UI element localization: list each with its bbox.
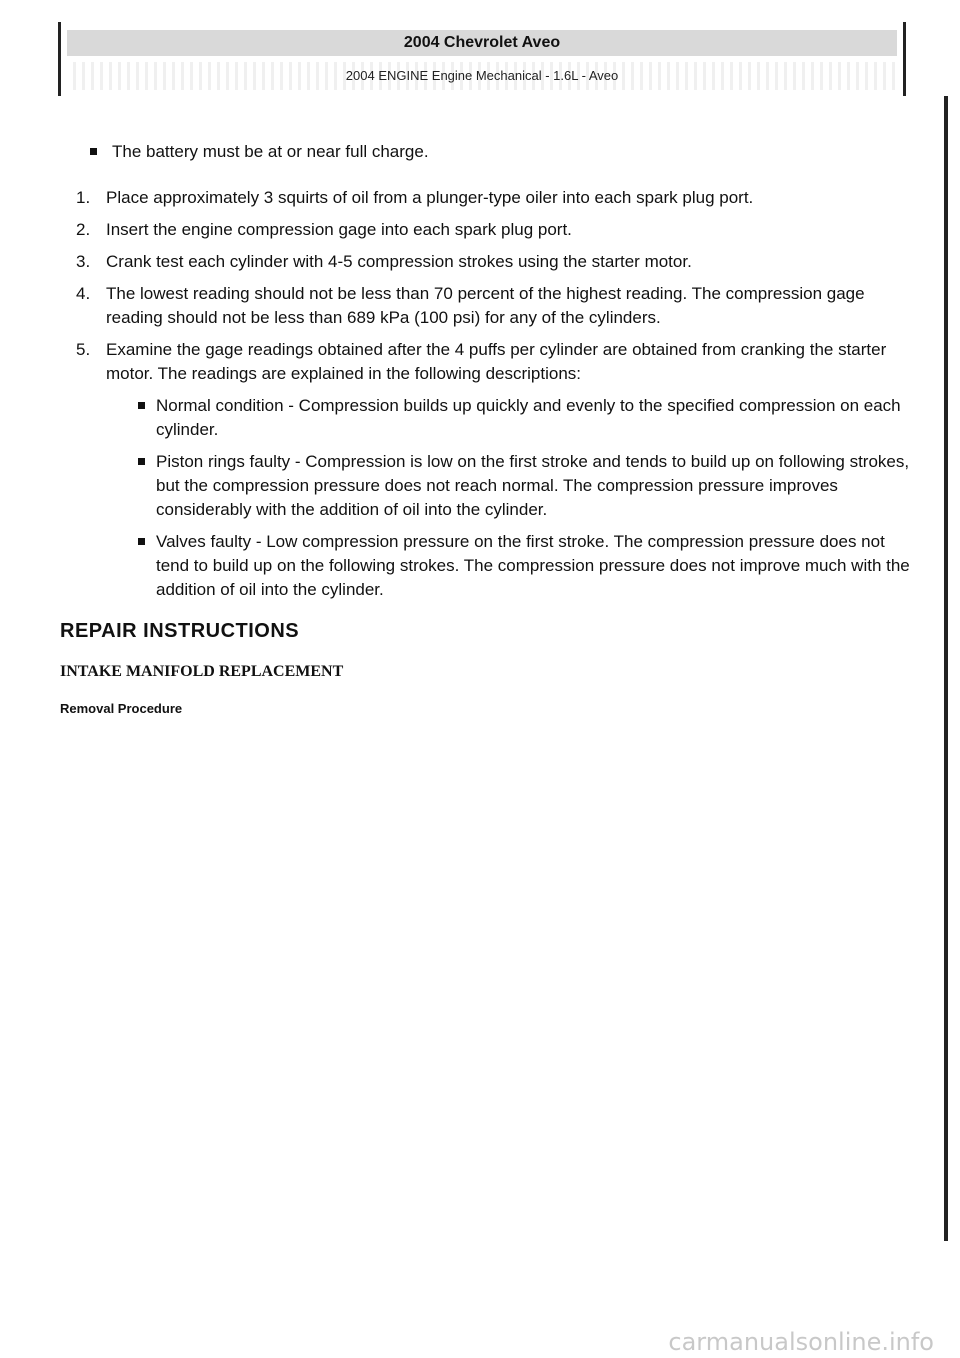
square-bullet-icon bbox=[138, 458, 145, 465]
page-header bbox=[58, 22, 906, 96]
precondition-text: The battery must be at or near full charge. bbox=[112, 142, 429, 161]
condition-text: Piston rings faulty - Compression is low on the first stroke and tends to build up on following strokes, but the compression pressure does not reach normal. The compression pressure improves considerably with the addition of oil into the cylinder. bbox=[156, 452, 910, 519]
precondition-item bbox=[60, 140, 910, 164]
square-bullet-icon bbox=[90, 148, 97, 155]
compression-test-steps bbox=[60, 186, 910, 602]
step-text: Insert the engine compression gage into each spark plug port. bbox=[106, 220, 572, 239]
step-item bbox=[60, 338, 910, 602]
step-text: Examine the gage readings obtained after the 4 puffs per cylinder are obtained from cranking the starter motor. The readings are explained in the following descriptions: bbox=[106, 340, 887, 383]
step-number: 3. bbox=[76, 252, 91, 271]
step-item bbox=[60, 250, 910, 274]
sub-heading: INTAKE MANIFOLD REPLACEMENT bbox=[60, 663, 344, 680]
condition-item bbox=[106, 530, 910, 602]
condition-list bbox=[106, 394, 910, 602]
step-item bbox=[60, 186, 910, 210]
step-text: Place approximately 3 squirts of oil from a plunger-type oiler into each spark plug port. bbox=[106, 188, 754, 207]
watermark: carmanualsonline.info bbox=[668, 1328, 934, 1356]
section-heading: REPAIR INSTRUCTIONS bbox=[60, 620, 300, 642]
right-margin-rule bbox=[944, 96, 948, 1241]
condition-item bbox=[106, 394, 910, 442]
step-item bbox=[60, 282, 910, 330]
document-title: 2004 Chevrolet Aveo bbox=[67, 30, 897, 56]
step-item bbox=[60, 218, 910, 242]
step-number: 1. bbox=[76, 188, 91, 207]
square-bullet-icon bbox=[138, 538, 145, 545]
step-number: 5. bbox=[76, 340, 91, 359]
step-text: The lowest reading should not be less than 70 percent of the highest reading. The compression gage reading should not be less than 689 kPa (100 psi) for any of the cylinders. bbox=[106, 284, 865, 327]
condition-text: Normal condition - Compression builds up quickly and evenly to the specified compression on each cylinder. bbox=[156, 396, 901, 439]
condition-item bbox=[106, 450, 910, 522]
document-body bbox=[60, 140, 910, 716]
condition-text: Valves faulty - Low compression pressure on the first stroke. The compression pressure does not tend to build up on the following strokes. The compression pressure does not improve much with the addition of oil into the cylinder. bbox=[156, 532, 910, 599]
document-subtitle: 2004 ENGINE Engine Mechanical - 1.6L - Aveo bbox=[67, 62, 897, 90]
step-number: 2. bbox=[76, 220, 91, 239]
square-bullet-icon bbox=[138, 402, 145, 409]
step-number: 4. bbox=[76, 284, 91, 303]
step-text: Crank test each cylinder with 4-5 compression strokes using the starter motor. bbox=[106, 252, 692, 271]
procedure-heading: Removal Procedure bbox=[60, 701, 183, 716]
